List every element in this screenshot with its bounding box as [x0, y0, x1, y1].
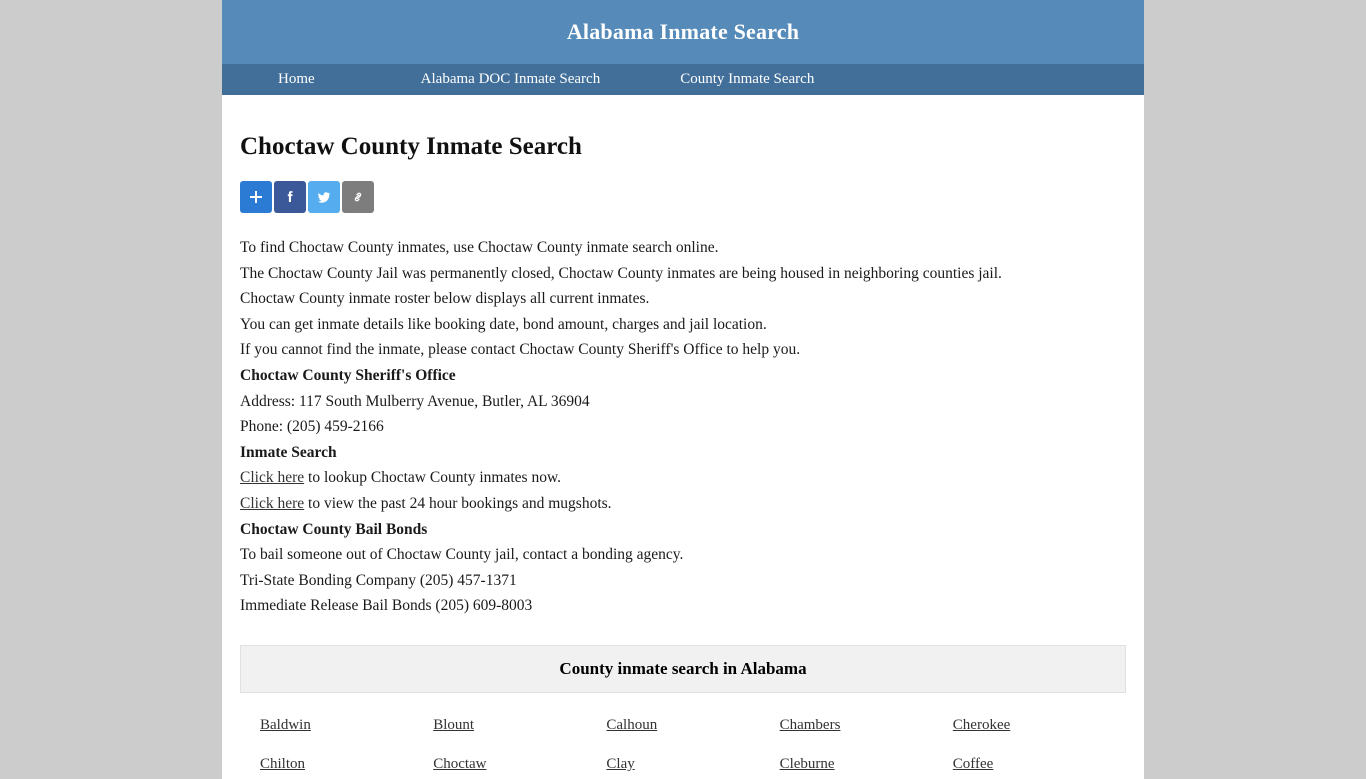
county-link-cleburne[interactable]: Cleburne — [779, 755, 835, 772]
county-link-blount[interactable]: Blount — [433, 716, 475, 733]
page-title: Choctaw County Inmate Search — [240, 133, 582, 160]
inmate-search-line-1 — [240, 465, 1126, 491]
inmate-search-line-2 — [240, 491, 1126, 517]
county-link-choctaw[interactable]: Choctaw — [433, 755, 487, 772]
intro-line-3: Choctaw County inmate roster below displays all current inmates. — [240, 290, 650, 308]
county-cell — [606, 750, 779, 779]
county-cell — [780, 750, 953, 779]
site-header — [222, 0, 1144, 64]
county-link-coffee[interactable]: Coffee — [952, 755, 994, 772]
intro-line-1: To find Choctaw County inmates, use Choctaw County inmate search online. — [240, 239, 719, 256]
bail-bonds-line-2: Tri-State Bonding Company (205) 457-1371 — [240, 571, 517, 589]
share-buttons — [240, 181, 1126, 213]
bail-bonds-line-3: Immediate Release Bail Bonds (205) 609-8003 — [240, 597, 533, 615]
main-navigation — [222, 64, 1144, 95]
county-link-chambers[interactable]: Chambers — [779, 716, 841, 733]
county-cell — [433, 711, 606, 740]
bail-bonds-line-1: To bail someone out of Choctaw County jail, contact a bonding agency. — [240, 546, 684, 564]
county-cell — [606, 711, 779, 740]
share-plus-icon[interactable] — [240, 181, 272, 213]
county-link-calhoun[interactable]: Calhoun — [606, 716, 658, 733]
county-table-title: County inmate search in Alabama — [240, 645, 1126, 693]
county-cell — [780, 711, 953, 740]
site-title: Alabama Inmate Search — [566, 19, 800, 44]
recent-bookings-link[interactable]: Click here — [240, 494, 305, 512]
intro-line-5: If you cannot find the inmate, please contact Choctaw County Sheriff's Office to help you. — [240, 341, 801, 359]
sheriff-office-heading: Choctaw County Sheriff's Office — [240, 366, 456, 384]
intro-line-4: You can get inmate details like booking date, bond amount, charges and jail location. — [240, 315, 767, 333]
intro-text — [240, 235, 1126, 619]
county-links-grid — [240, 711, 1126, 779]
facebook-icon[interactable] — [274, 181, 306, 213]
county-cell — [433, 750, 606, 779]
page-content — [222, 119, 1144, 779]
sheriff-phone: Phone: (205) 459-2166 — [240, 418, 384, 436]
nav-item-doc-inmate-search[interactable]: Alabama DOC Inmate Search — [420, 71, 601, 87]
inmate-lookup-link[interactable]: Click here — [240, 469, 305, 487]
inmate-lookup-text: to lookup Choctaw County inmates now. — [304, 469, 562, 487]
sheriff-address: Address: 117 South Mulberry Avenue, Butler, AL 36904 — [240, 392, 590, 410]
copy-link-icon[interactable] — [342, 181, 374, 213]
county-cell — [953, 750, 1126, 779]
nav-item-county-inmate-search[interactable]: County Inmate Search — [680, 71, 815, 87]
county-cell — [260, 711, 433, 740]
nav-item-home[interactable]: Home — [278, 71, 315, 87]
inmate-search-heading: Inmate Search — [240, 443, 337, 461]
county-cell — [953, 711, 1126, 740]
county-link-baldwin[interactable]: Baldwin — [260, 716, 311, 733]
intro-line-2: The Choctaw County Jail was permanently closed, Choctaw County inmates are being housed in neighboring counties jail. — [240, 264, 1002, 282]
county-cell — [260, 750, 433, 779]
county-link-cherokee[interactable]: Cherokee — [952, 716, 1011, 733]
county-link-clay[interactable]: Clay — [606, 755, 635, 772]
recent-bookings-text: to view the past 24 hour bookings and mugshots. — [304, 494, 612, 512]
page-container — [222, 0, 1144, 779]
twitter-icon[interactable] — [308, 181, 340, 213]
county-link-chilton[interactable]: Chilton — [260, 755, 306, 772]
bail-bonds-heading: Choctaw County Bail Bonds — [240, 520, 428, 538]
